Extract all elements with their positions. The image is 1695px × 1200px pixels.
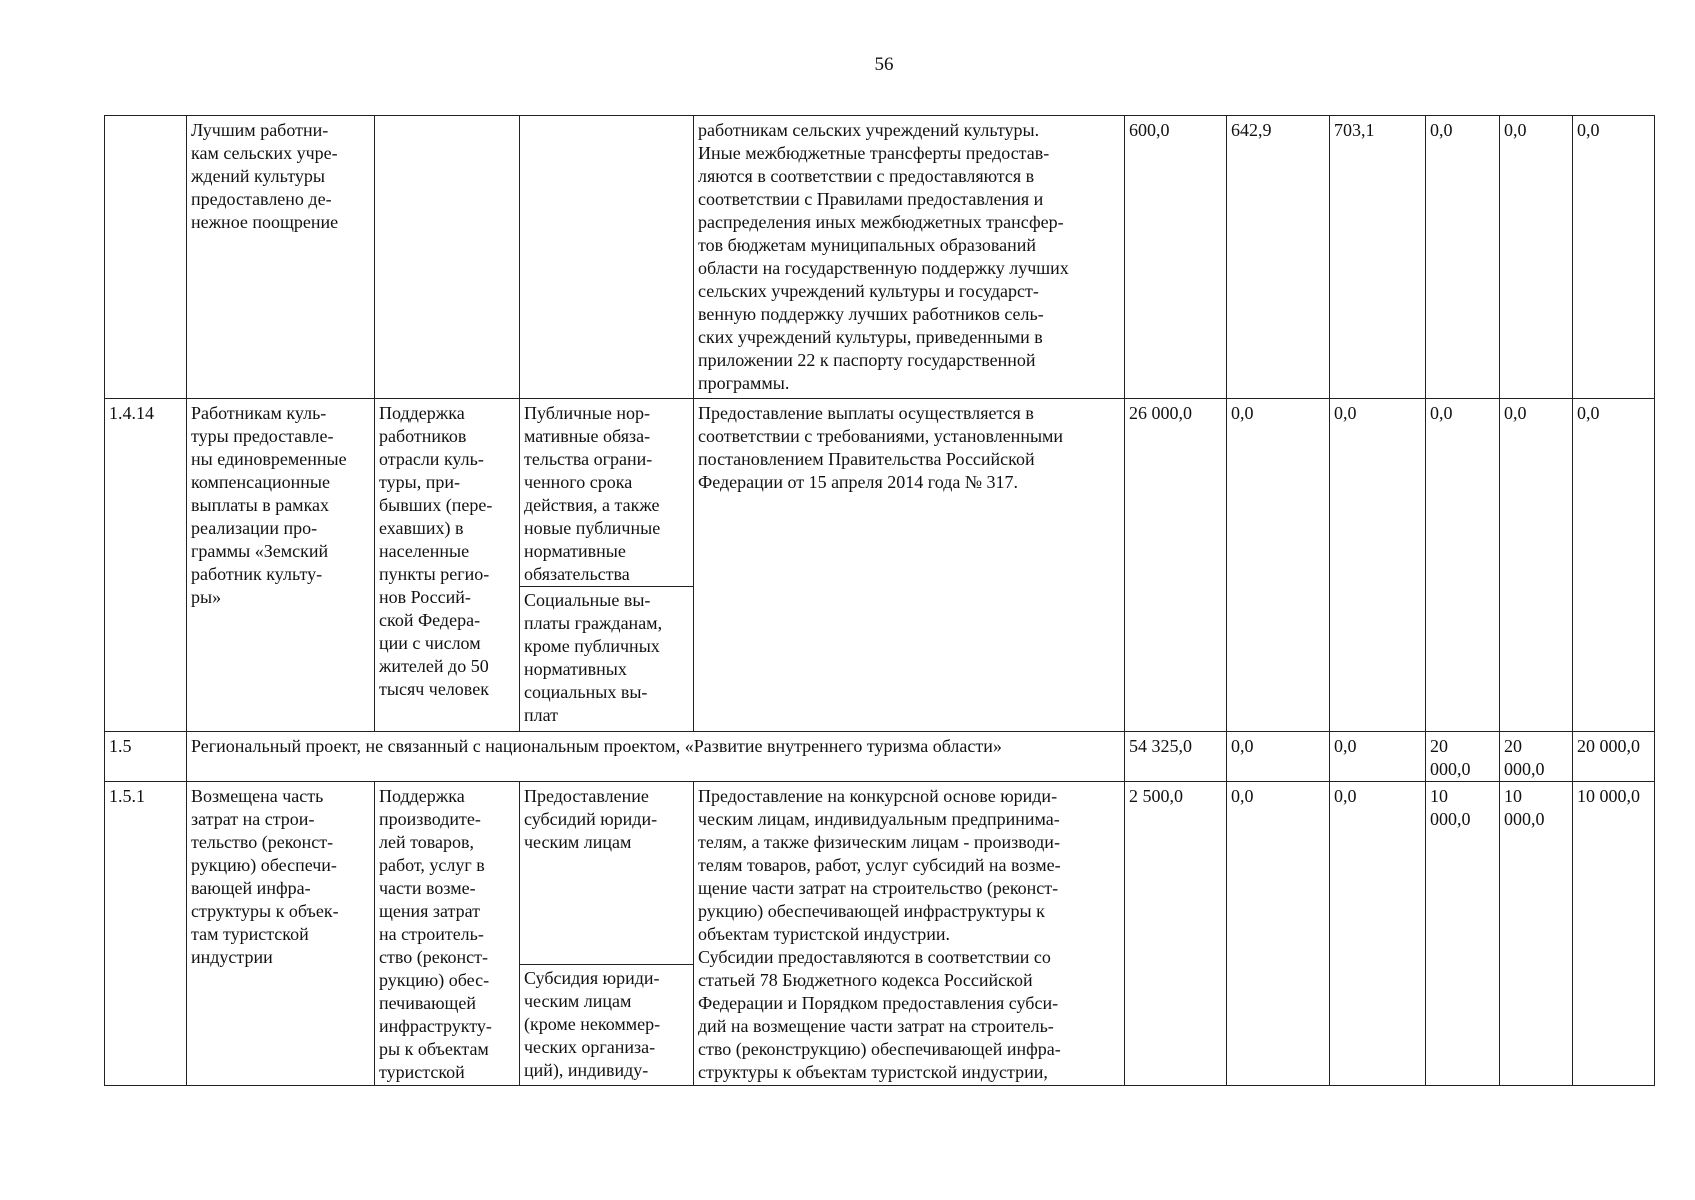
description-cell: работникам сельских учреждений культуры. Иные межбюджетные трансферты предостав- ляются в соответствии с предоставляются в соответствии с Правилами предоставления и распределения иных межбюджетных трансфер- тов бюджетам муниципальных образований области на государственную поддержку лучших сельских учреждений культуры и государст- венную поддержку лучших работников сель- ских учреждений культуры, приведенными в приложении 22 к паспорту государственной программы. bbox=[694, 116, 1125, 399]
expense-type-secondary: Социальные вы- платы гражданам, кроме публичных нормативных социальных вы- плат bbox=[520, 586, 693, 727]
value-cell: 10 000,0 bbox=[1500, 782, 1573, 1086]
table-row bbox=[105, 399, 1655, 732]
value-cell: 20 000,0 bbox=[1426, 732, 1500, 782]
value-cell: 10 000,0 bbox=[1426, 782, 1500, 1086]
description-cell: Предоставление на конкурсной основе юриди- ческим лицам, индивидуальным предпринима- телям, а также физическим лицам - производи- телям товаров, работ, услуг субсидий на возме- щение части затрат на строительство (реконст- рукцию) обеспечивающей инфраструктуры к объектам туристской индустрии. Субсидии предоставляются в соответствии со статьей 78 Бюджетного кодекса Российской Федерации и Порядком предоставления субси- дий на возмещение части затрат на строитель- ство (реконструкцию) обеспечивающей инфра- структуры к объектам туристской индустрии, bbox=[694, 782, 1125, 1086]
expense-type-primary: Публичные нор- мативные обяза- тельства ограни- ченного срока действия, а также новые публичные нормативные обязательства bbox=[524, 403, 661, 584]
value-cell: 54 325,0 bbox=[1125, 732, 1227, 782]
row-number: 1.5 bbox=[105, 732, 187, 782]
row-number bbox=[105, 116, 187, 399]
value-cell: 2 500,0 bbox=[1125, 782, 1227, 1086]
value-cell: 20 000,0 bbox=[1573, 732, 1655, 782]
table-row bbox=[105, 116, 1655, 399]
measure-cell: Поддержка работников отрасли куль- туры, при- бывших (пере- ехавших) в населенные пункты регио- нов Россий- ской Федера- ции с числом жителей до 50 тысяч человек bbox=[375, 399, 520, 732]
expense-type-secondary: Субсидия юриди- ческим лицам (кроме некоммер- ческих организа- ций), индивиду- bbox=[520, 964, 693, 1082]
result-cell: Лучшим работни- кам сельских учре- ждений культуры предоставлено де- нежное поощрение bbox=[187, 116, 375, 399]
value-cell: 0,0 bbox=[1227, 782, 1330, 1086]
value-cell: 10 000,0 bbox=[1573, 782, 1655, 1086]
value-cell: 0,0 bbox=[1330, 399, 1426, 732]
measure-cell: Поддержка производите- лей товаров, работ, услуг в части возме- щения затрат на строитель- ство (реконст- рукцию) обес- печивающей инфраструкту- ры к объектам туристской bbox=[375, 782, 520, 1086]
value-cell: 0,0 bbox=[1426, 116, 1500, 399]
program-table bbox=[104, 115, 1655, 1086]
value-cell: 26 000,0 bbox=[1125, 399, 1227, 732]
measure-cell bbox=[375, 116, 520, 399]
expense-type-primary: Предоставление субсидий юриди- ческим лицам bbox=[524, 786, 658, 852]
value-cell: 600,0 bbox=[1125, 116, 1227, 399]
value-cell: 0,0 bbox=[1500, 116, 1573, 399]
type-cell bbox=[520, 782, 694, 1086]
page-number: 56 bbox=[874, 54, 894, 75]
value-cell: 0,0 bbox=[1227, 399, 1330, 732]
table-row bbox=[105, 732, 1655, 782]
row-number: 1.5.1 bbox=[105, 782, 187, 1086]
value-cell: 703,1 bbox=[1330, 116, 1426, 399]
value-cell: 0,0 bbox=[1573, 116, 1655, 399]
value-cell: 642,9 bbox=[1227, 116, 1330, 399]
value-cell: 0,0 bbox=[1500, 399, 1573, 732]
type-cell bbox=[520, 116, 694, 399]
row-number: 1.4.14 bbox=[105, 399, 187, 732]
value-cell: 0,0 bbox=[1227, 732, 1330, 782]
value-cell: 0,0 bbox=[1426, 399, 1500, 732]
table-row bbox=[105, 782, 1655, 1086]
value-cell: 20 000,0 bbox=[1500, 732, 1573, 782]
result-cell: Возмещена часть затрат на строи- тельство (реконст- рукцию) обеспечи- вающей инфра- структуры к объек- там туристской индустрии bbox=[187, 782, 375, 1086]
type-cell bbox=[520, 399, 694, 732]
value-cell: 0,0 bbox=[1330, 782, 1426, 1086]
result-cell: Работникам куль- туры предоставле- ны единовременные компенсационные выплаты в рамках реализации про- граммы «Земский работник культу- ры» bbox=[187, 399, 375, 732]
value-cell: 0,0 bbox=[1573, 399, 1655, 732]
value-cell: 0,0 bbox=[1330, 732, 1426, 782]
description-cell: Предоставление выплаты осуществляется в соответствии с требованиями, установленными постановлением Правительства Российской Федерации от 15 апреля 2014 года № 317. bbox=[694, 399, 1125, 732]
section-title: Региональный проект, не связанный с национальным проектом, «Развитие внутреннего туризма области» bbox=[187, 732, 1125, 782]
